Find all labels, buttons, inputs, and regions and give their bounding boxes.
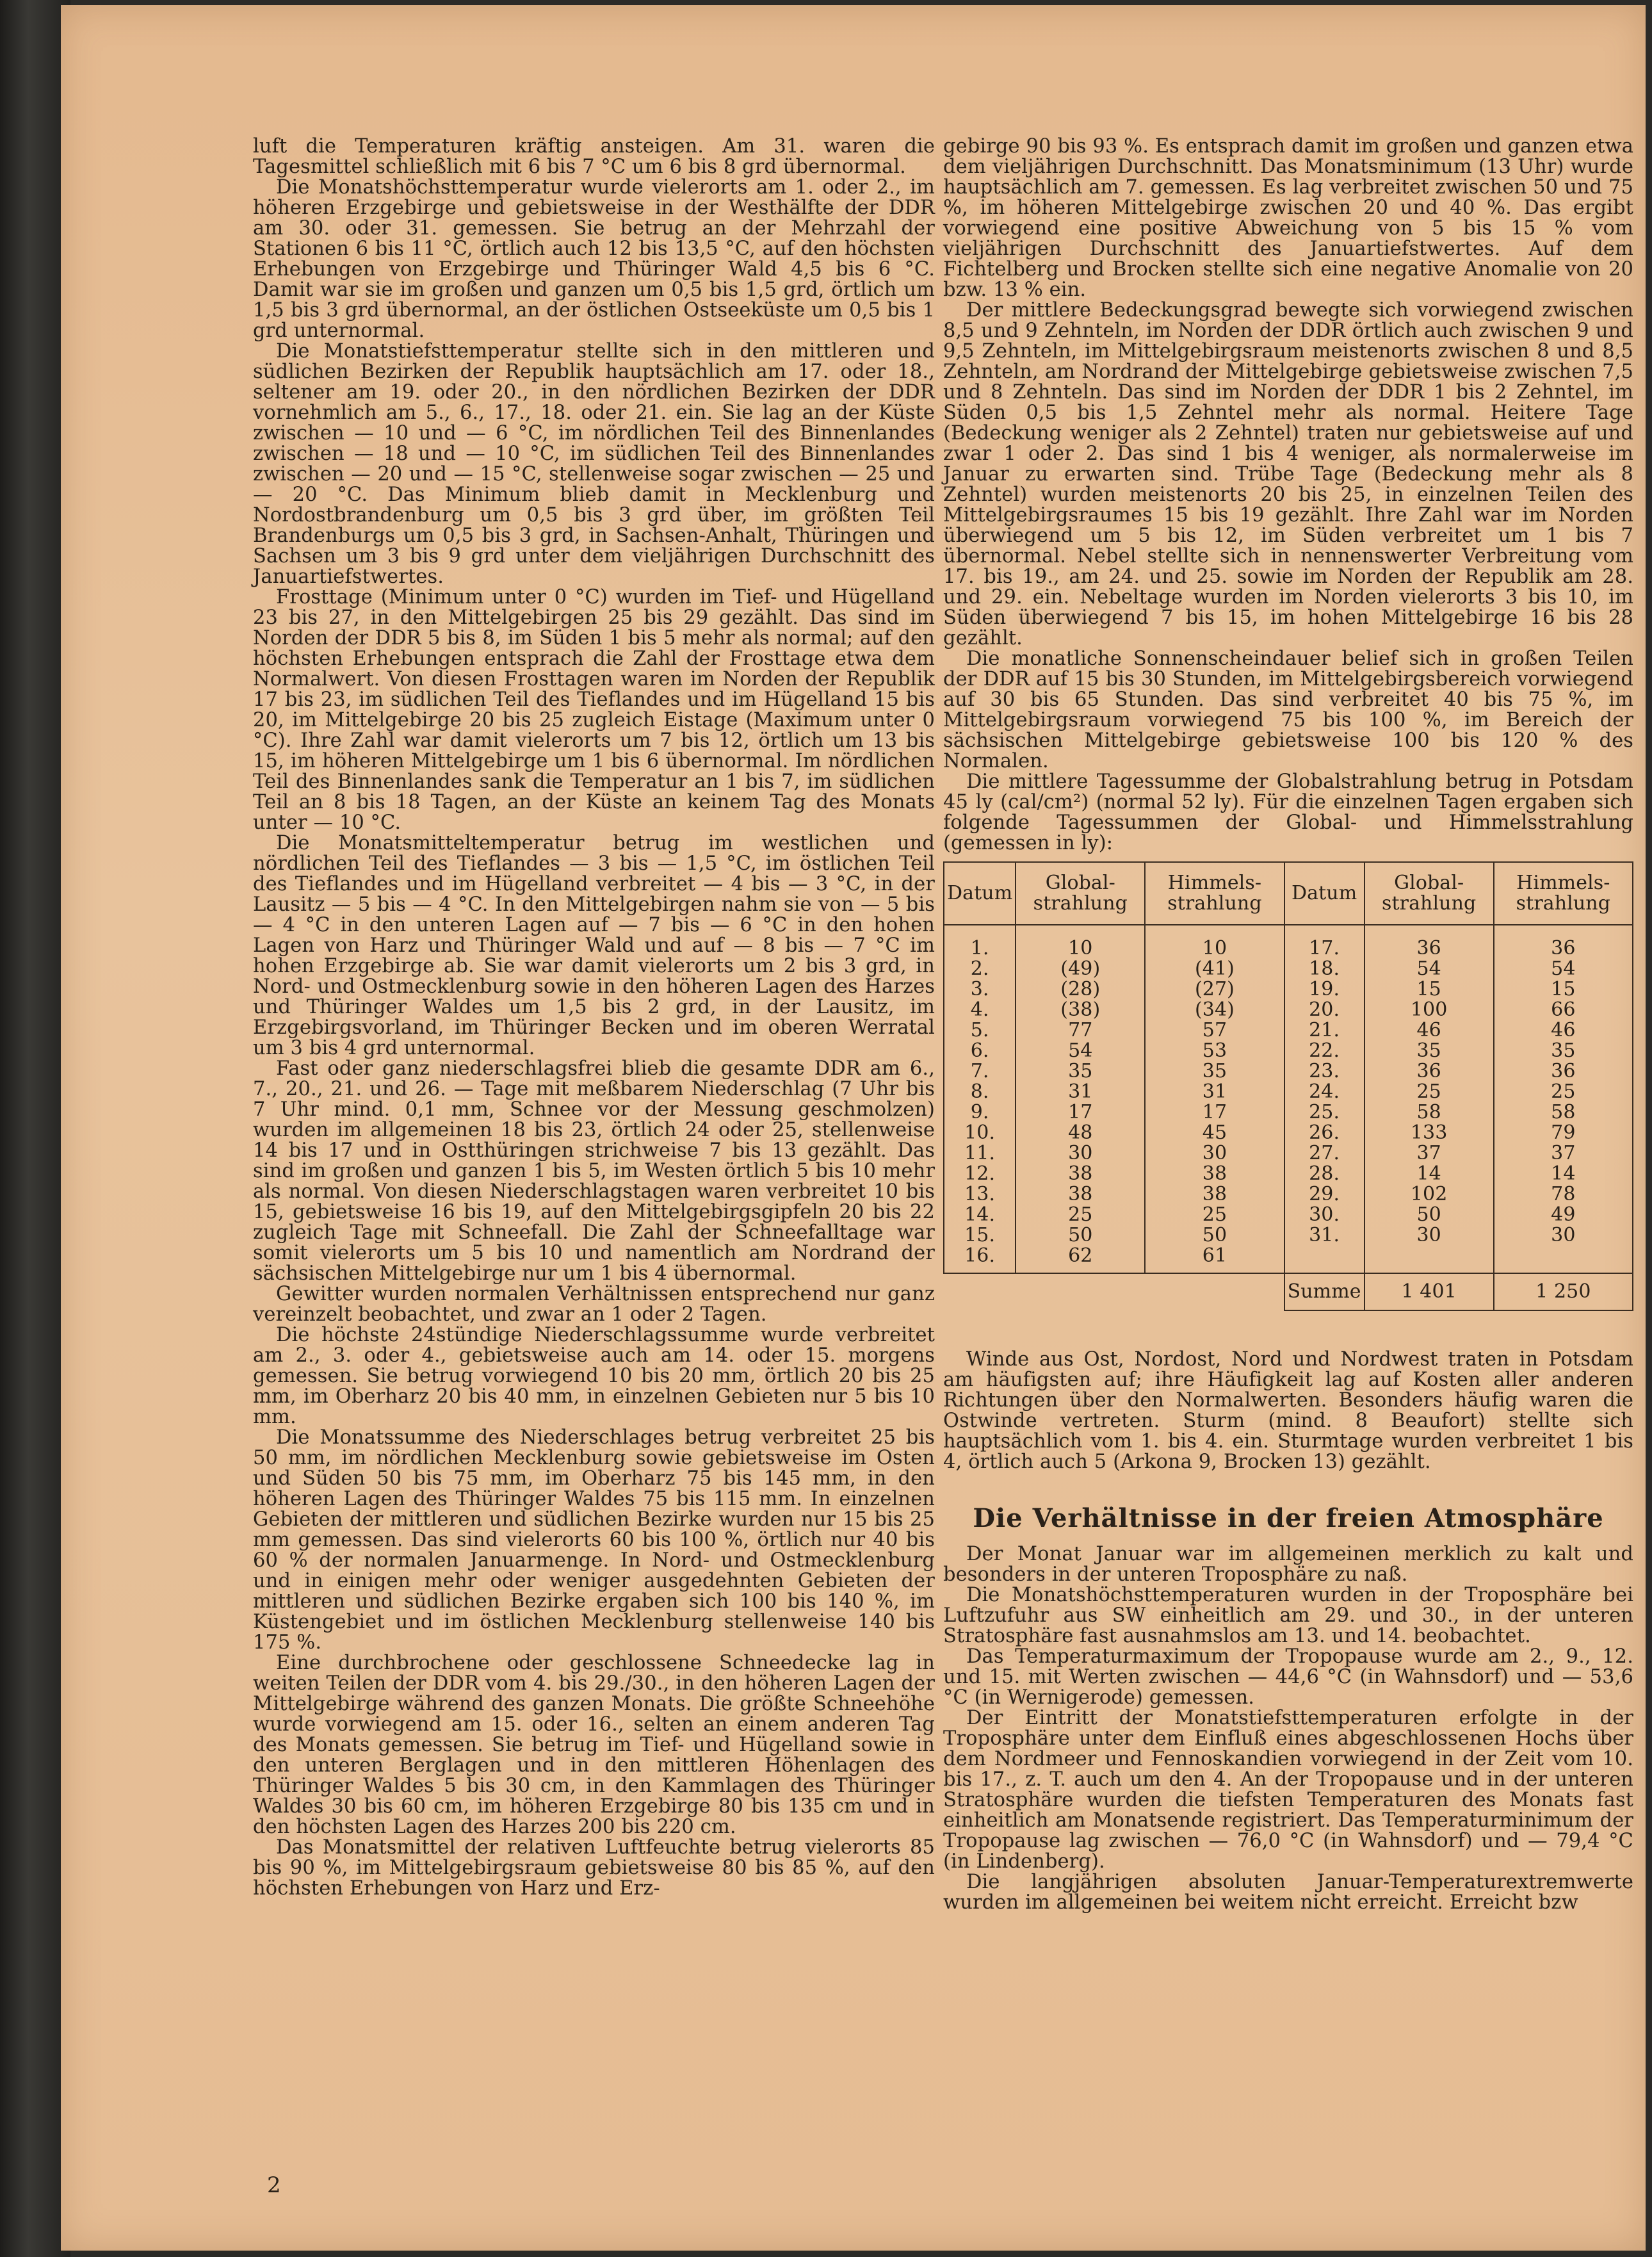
radiation-table <box>943 861 1633 1311</box>
table-cell: (38) <box>1016 1000 1145 1020</box>
table-cell: 31 <box>1016 1082 1145 1102</box>
table-row <box>944 1020 1633 1041</box>
table-cell: 35 <box>1365 1041 1494 1061</box>
table-row <box>944 1041 1633 1061</box>
table-row <box>944 1205 1633 1225</box>
book-binding <box>0 0 70 2257</box>
page-number: 2 <box>267 2172 281 2198</box>
table-cell: 50 <box>1145 1225 1284 1246</box>
paragraph: Die Monatstiefsttemperatur stellte sich in den mittleren und südlichen Bezirken der Republik hauptsächlich am 17. oder 18., seltener am 19. oder 20., in den nördlichen Bezirken der DDR vornehmlich am 5., 6., 17., 18. oder 21. ein. Sie lag an der Küste zwischen — 10 und — 6 °C, im nördlichen Teil des Binnenlandes zwischen — 18 und — 10 °C, im südlichen Teil des Binnenlandes zwischen — 20 und — 15 °C, stellenweise sogar zwischen — 25 und — 20 °C. Das Minimum blieb damit in Mecklenburg und Nordostbrandenburg um 0,5 bis 3 grd über, im größten Teil Brandenburgs um 0,5 bis 3 grd, in Sachsen-Anhalt, Thüringen und Sachsen um 3 bis 9 grd unter dem vieljährigen Durchschnitt des Januartiefstwertes. <box>253 340 935 588</box>
table-cell: 35 <box>1145 1061 1284 1082</box>
table-cell: 36 <box>1494 925 1633 959</box>
table-cell <box>1494 1246 1633 1273</box>
table-cell: 50 <box>1016 1225 1145 1246</box>
header-sky: Himmels-strahlung <box>1494 862 1633 925</box>
table-cell: 57 <box>1145 1020 1284 1041</box>
header-global: Global-strahlung <box>1365 862 1494 925</box>
table-cell: 15. <box>944 1225 1016 1246</box>
table-cell: 38 <box>1016 1184 1145 1205</box>
left-text-column <box>253 136 935 1899</box>
table-row <box>944 1123 1633 1143</box>
table-row <box>944 1164 1633 1184</box>
sum-spacer <box>944 1273 1284 1310</box>
table-cell: 17 <box>1145 1102 1284 1123</box>
table-cell: 35 <box>1494 1041 1633 1061</box>
table-cell: 49 <box>1494 1205 1633 1225</box>
table-cell: (34) <box>1145 1000 1284 1020</box>
table-cell: 9. <box>944 1102 1016 1123</box>
table-cell: 62 <box>1016 1246 1145 1273</box>
paragraph: Das Temperaturmaximum der Tropopause wurde am 2., 9., 12. und 15. mit Werten zwischen — 44,6 °C (in Wahnsdorf) und — 53,6 °C (in Wernigerode) gemessen. <box>943 1645 1633 1709</box>
table-cell: 48 <box>1016 1123 1145 1143</box>
table-cell: 61 <box>1145 1246 1284 1273</box>
paragraph: Die monatliche Sonnenscheindauer belief sich in großen Teilen der DDR auf 15 bis 30 Stunden, im Mittelgebirgsbereich vorwiegend auf 30 bis 65 Stunden. Das sind verbreitet 40 bis 75 %, im Mittelgebirgsraum vorwiegend 75 bis 100 %, im Bereich der sächsischen Mittelgebirge gebietsweise 100 bis 120 % des Normalen. <box>943 648 1633 772</box>
header-date: Datum <box>944 862 1016 925</box>
table-cell: 2. <box>944 959 1016 979</box>
table-row <box>944 1061 1633 1082</box>
paragraph: Die Monatsmitteltemperatur betrug im westlichen und nördlichen Teil des Tieflandes — 3 bis — 1,5 °C, im östlichen Teil des Tieflandes und im Hügelland verbreitet — 4 bis — 3 °C, in der Lausitz — 5 bis — 4 °C. In den Mittelgebirgen nahm sie von — 5 bis — 4 °C in den unteren Lagen auf — 7 bis — 6 °C in den hohen Lagen von Harz und Thüringer Wald und auf — 8 bis — 7 °C im hohen Erzgebirge ab. Sie war damit vielerorts um 2 bis 3 grd, in Nord- und Ostmecklenburg sowie in den höheren Lagen des Harzes und Thüringer Waldes um 1,5 bis 2 grd, in der Lausitz, im Erzgebirgsvorland, im Thüringer Becken und im oberen Werratal um 3 bis 4 grd unternormal. <box>253 832 935 1059</box>
table-cell: 100 <box>1365 1000 1494 1020</box>
header-sky: Himmels-strahlung <box>1145 862 1284 925</box>
paragraph-wind: Winde aus Ost, Nordost, Nord und Nordwest traten in Potsdam am häufigsten auf; ihre Häufigkeit lag auf Kosten aller anderen Richtungen über den Normalwerten. Besonders häufig waren die Ostwinde vertreten. Sturm (mind. 8 Beaufort) stellte sich hauptsächlich vom 1. bis 4. ein. Sturmtage wurden verbreitet 1 bis 4, örtlich auch 5 (Arkona 9, Brocken 13) gezählt. <box>943 1348 1633 1473</box>
table-cell: 13. <box>944 1184 1016 1205</box>
table-row <box>944 1184 1633 1205</box>
table-cell: 133 <box>1365 1123 1494 1143</box>
sum-sky: 1 250 <box>1494 1273 1633 1310</box>
table-cell: 53 <box>1145 1041 1284 1061</box>
table-cell: (28) <box>1016 979 1145 1000</box>
table-row <box>944 1225 1633 1246</box>
table-cell: 36 <box>1494 1061 1633 1082</box>
table-cell: 77 <box>1016 1020 1145 1041</box>
table-cell: 10. <box>944 1123 1016 1143</box>
table-row <box>944 959 1633 979</box>
table-cell: 19. <box>1284 979 1365 1000</box>
table-row <box>944 1102 1633 1123</box>
table-cell: 45 <box>1145 1123 1284 1143</box>
sum-global: 1 401 <box>1365 1273 1494 1310</box>
table-cell: 38 <box>1145 1184 1284 1205</box>
table-row <box>944 979 1633 1000</box>
table-cell: 36 <box>1365 925 1494 959</box>
table-cell: 17 <box>1016 1102 1145 1123</box>
paragraph: Die langjährigen absoluten Januar-Temperaturextremwerte wurden im allgemeinen bei weitem nicht erreicht. Erreicht bzw <box>943 1871 1633 1914</box>
table-cell: 14 <box>1365 1164 1494 1184</box>
table-cell: 18. <box>1284 959 1365 979</box>
paragraph: Der Monat Januar war im allgemeinen merklich zu kalt und besonders in der unteren Troposphäre zu naß. <box>943 1543 1633 1586</box>
paragraph: Die Monatshöchsttemperaturen wurden in der Troposphäre bei Luftzufuhr aus SW einheitlich am 29. und 30., in der unteren Stratosphäre fast ausnahmslos am 13. und 14. beobachtet. <box>943 1584 1633 1647</box>
paragraph: Frosttage (Minimum unter 0 °C) wurden im Tief- und Hügelland 23 bis 27, in den Mittelgebirgen 25 bis 29 gezählt. Das sind im Norden der DDR 5 bis 8, im Süden 1 bis 5 mehr als normal; auf den höchsten Erhebungen entsprach die Zahl der Frosttage etwa dem Normalwert. Von diesen Frosttagen waren im Norden der Republik 17 bis 23, im südlichen Teil des Tieflandes und im Hügelland 15 bis 20, im Mittelgebirge 20 bis 25 zugleich Eistage (Maximum unter 0 °C). Ihre Zahl war damit vielerorts um 7 bis 12, örtlich um 13 bis 15, im höheren Mittelgebirge um 1 bis 6 übernormal. Im nördlichen Teil des Binnenlandes sank die Temperatur an 1 bis 7, im südlichen Teil an 8 bis 18 Tagen, an der Küste an keinem Tag des Monats unter — 10 °C. <box>253 586 935 834</box>
table-cell: 54 <box>1016 1041 1145 1061</box>
table-cell: (49) <box>1016 959 1145 979</box>
table-cell: 10 <box>1016 925 1145 959</box>
table-cell: 37 <box>1365 1143 1494 1164</box>
paragraph: Die höchste 24stündige Niederschlagssumme wurde verbreitet am 2., 3. oder 4., gebietsweise auch am 14. oder 15. morgens gemessen. Sie betrug vorwiegend 10 bis 20 mm, örtlich 20 bis 25 mm, im Oberharz 20 bis 40 mm, in einzelnen Gebieten nur 5 bis 10 mm. <box>253 1324 935 1428</box>
table-cell: 17. <box>1284 925 1365 959</box>
table-cell: 25 <box>1145 1205 1284 1225</box>
table-cell: 58 <box>1365 1102 1494 1123</box>
table-cell: 38 <box>1145 1164 1284 1184</box>
table-cell: 27. <box>1284 1143 1365 1164</box>
paragraph: Gewitter wurden normalen Verhältnissen entsprechend nur ganz vereinzelt beobachtet, und zwar an 1 oder 2 Tagen. <box>253 1283 935 1326</box>
table-row <box>944 925 1633 959</box>
table-cell: 58 <box>1494 1102 1633 1123</box>
table-cell: 14. <box>944 1205 1016 1225</box>
table-cell: 78 <box>1494 1184 1633 1205</box>
paragraph: gebirge 90 bis 93 %. Es entsprach damit im großen und ganzen etwa dem vieljährigen Durchschnitt. Das Monatsminimum (13 Uhr) wurde hauptsächlich am 7. gemessen. Es lag verbreitet zwischen 50 und 75 %, im höheren Mittelgebirge zwischen 20 und 40 %. Das ergibt vorwiegend eine positive Abweichung von 5 bis 15 % vom vieljährigen Durchschnitt des Januartiefstwertes. Auf dem Fichtelberg und Brocken stellte sich eine negative Anomalie von 20 bzw. 13 % ein. <box>943 135 1633 301</box>
paragraph: Die mittlere Tagessumme der Globalstrahlung betrug in Potsdam 45 ly (cal/cm²) (normal 52 ly). Für die einzelnen Tagen ergaben sich folgende Tagessummen der Global- und Himmelsstrahlung (gemessen in ly): <box>943 770 1633 854</box>
section-heading: Die Verhältnisse in der freien Atmosphäre <box>973 1503 1604 1533</box>
table-cell: 46 <box>1494 1020 1633 1041</box>
table-cell: 29. <box>1284 1184 1365 1205</box>
table-cell: 7. <box>944 1061 1016 1082</box>
table-cell: 46 <box>1365 1020 1494 1041</box>
table-cell: 79 <box>1494 1123 1633 1143</box>
table-cell: 25 <box>1016 1205 1145 1225</box>
table-cell: 22. <box>1284 1041 1365 1061</box>
table-cell: 4. <box>944 1000 1016 1020</box>
table-cell: 15 <box>1494 979 1633 1000</box>
sum-label: Summe <box>1284 1273 1365 1310</box>
table-cell: 14 <box>1494 1164 1633 1184</box>
paragraph: Der mittlere Bedeckungsgrad bewegte sich vorwiegend zwischen 8,5 und 9 Zehnteln, im Norden der DDR örtlich auch zwischen 9 und 9,5 Zehnteln, im Mittelgebirgsraum meistenorts zwischen 8 und 8,5 Zehnteln, am Nordrand der Mittelgebirge gebietsweise zwischen 7,5 und 8 Zehnteln. Das sind im Norden der DDR 1 bis 2 Zehntel, im Süden 0,5 bis 1,5 Zehntel mehr als normal. Heitere Tage (Bedeckung weniger als 2 Zehntel) traten nur gebietsweise auf und zwar 1 oder 2. Das sind 1 bis 4 weniger, als normalerweise im Januar zu erwarten sind. Trübe Tage (Bedeckung mehr als 8 Zehntel) wurden meistenorts 20 bis 25, in einzelnen Teilen des Mittelgebirgsraumes 15 bis 19 gezählt. Ihre Zahl war im Norden überwiegend um 5 bis 12, im Süden verbreitet um 1 bis 7 übernormal. Nebel stellte sich in nennenswerter Verbreitung vom 17. bis 19., am 24. und 25. sowie im Norden der Republik am 28. und 29. ein. Nebeltage wurden im Norden vielerorts 3 bis 10, im Süden überwiegend 7 bis 15, im hohen Mittelgebirge 16 bis 28 gezählt. <box>943 299 1633 649</box>
table-cell: 66 <box>1494 1000 1633 1020</box>
table-cell: 36 <box>1365 1061 1494 1082</box>
table-cell: 30 <box>1016 1143 1145 1164</box>
table-cell: 8. <box>944 1082 1016 1102</box>
table-cell: 30 <box>1365 1225 1494 1246</box>
table-sum-row <box>944 1273 1633 1310</box>
paragraph: Die Monatssumme des Niederschlages betrug verbreitet 25 bis 50 mm, im nördlichen Mecklenburg sowie gebietsweise im Osten und Süden 50 bis 75 mm, im Oberharz 75 bis 145 mm, in den höheren Lagen des Thüringer Waldes 75 bis 115 mm. In einzelnen Gebieten der mittleren und südlichen Bezirke wurden nur 15 bis 25 mm gemessen. Das sind vielerorts 60 bis 100 %, örtlich nur 40 bis 60 % der normalen Januarmenge. In Nord- und Ostmecklenburg und in einigen mehr oder weniger ausgedehnten Gebieten der mittleren und südlichen Bezirke ergaben sich 100 bis 140 %, im Küstengebiet und im östlichen Mecklenburg stellenweise 140 bis 175 %. <box>253 1426 935 1654</box>
table-row <box>944 1082 1633 1102</box>
table-cell: 25. <box>1284 1102 1365 1123</box>
table-header-row <box>944 862 1633 925</box>
paragraph: luft die Temperaturen kräftig ansteigen. Am 31. waren die Tagesmittel schließlich mit 6 bis 7 °C um 6 bis 8 grd übernormal. <box>253 135 935 178</box>
right-text-column <box>943 136 1633 1913</box>
table-cell: 31. <box>1284 1225 1365 1246</box>
table-cell: 6. <box>944 1041 1016 1061</box>
table-cell: 38 <box>1016 1164 1145 1184</box>
table-cell: 1. <box>944 925 1016 959</box>
table-cell: 20. <box>1284 1000 1365 1020</box>
document-page <box>61 5 1646 2251</box>
table-cell: 54 <box>1494 959 1633 979</box>
table-cell: 21. <box>1284 1020 1365 1041</box>
radiation-table-body <box>944 925 1633 1273</box>
table-cell: 50 <box>1365 1205 1494 1225</box>
paragraph: Fast oder ganz niederschlagsfrei blieb die gesamte DDR am 6., 7., 20., 21. und 26. — Tage mit meßbarem Niederschlag (7 Uhr bis 7 Uhr mind. 0,1 mm, Schnee vor der Messung geschmolzen) wurden im allgemeinen 18 bis 23, örtlich 24 oder 25, stellenweise 14 bis 17 und in Ostthüringen strichweise 7 bis 13 gezählt. Das sind im großen und ganzen 1 bis 5, im Westen örtlich 5 bis 10 mehr als normal. Von diesen Niederschlagstagen waren verbreitet 10 bis 15, gebietsweise 16 bis 19, auf den Mittelgebirgsgipfeln 20 bis 22 zugleich Tage mit Schneefall. Die Zahl der Schneefalltage war somit vielerorts um 5 bis 10 und namentlich am Nordrand der sächsischen Mittelgebirge nur um 1 bis 4 übernormal. <box>253 1057 935 1285</box>
table-row <box>944 1143 1633 1164</box>
header-global: Global-strahlung <box>1016 862 1145 925</box>
table-cell: 3. <box>944 979 1016 1000</box>
table-cell: 5. <box>944 1020 1016 1041</box>
paragraph: Der Eintritt der Monatstiefsttemperaturen erfolgte in der Troposphäre unter dem Einfluß eines abgeschlossenen Hochs über dem Nordmeer und Fennoskandien vorwiegend in der Zeit vom 10. bis 17., z. T. auch um den 4. An der Tropopause und in der unteren Stratosphäre wurden die tiefsten Temperaturen des Monats fast einheitlich am Monatsende registriert. Das Temperaturminimum der Tropopause lag zwischen — 76,0 °C (in Wahnsdorf) und — 79,4 °C (in Lindenberg). <box>943 1707 1633 1873</box>
table-cell <box>1365 1246 1494 1273</box>
table-cell: 31 <box>1145 1082 1284 1102</box>
table-cell: 54 <box>1365 959 1494 979</box>
table-cell: 24. <box>1284 1082 1365 1102</box>
header-date: Datum <box>1284 862 1365 925</box>
table-cell: 15 <box>1365 979 1494 1000</box>
table-cell: 35 <box>1016 1061 1145 1082</box>
table-cell: 28. <box>1284 1164 1365 1184</box>
table-cell: 102 <box>1365 1184 1494 1205</box>
table-cell: 37 <box>1494 1143 1633 1164</box>
table-cell: 26. <box>1284 1123 1365 1143</box>
paragraph: Das Monatsmittel der relativen Luftfeuchte betrug vielerorts 85 bis 90 %, im Mittelgebirgsraum gebietsweise 80 bis 85 %, auf den höchsten Erhebungen von Harz und Erz- <box>253 1836 935 1900</box>
table-cell: 30 <box>1145 1143 1284 1164</box>
paragraph: Eine durchbrochene oder geschlossene Schneedecke lag in weiten Teilen der DDR vom 4. bis 29./30., in den höheren Lagen der Mittelgebirge während des ganzen Monats. Die größte Schneehöhe wurde vorwiegend am 15. oder 16., selten an einem anderen Tag des Monats gemessen. Sie betrug im Tief- und Hügelland sowie in den unteren Berglagen und in den mittleren Höhenlagen des Thüringer Waldes 5 bis 30 cm, in den Kammlagen des Thüringer Waldes 30 bis 60 cm, im höheren Erzgebirge 80 bis 135 cm und in den höchsten Lagen des Harzes 200 bis 220 cm. <box>253 1652 935 1838</box>
table-cell: 23. <box>1284 1061 1365 1082</box>
table-cell: 25 <box>1494 1082 1633 1102</box>
table-cell: 30. <box>1284 1205 1365 1225</box>
paragraph: Die Monatshöchsttemperatur wurde vielerorts am 1. oder 2., im höheren Erzgebirge und gebietsweise in der Westhälfte der DDR am 30. oder 31. gemessen. Sie betrug an der Mehrzahl der Stationen 6 bis 11 °C, örtlich auch 12 bis 13,5 °C, auf den höchsten Erhebungen von Erzgebirge und Thüringer Wald 4,5 bis 6 °C. Damit war sie im großen und ganzen um 0,5 bis 1,5 grd, örtlich um 1,5 bis 3 grd übernormal, an der östlichen Ostseeküste um 0,5 bis 1 grd unternormal. <box>253 176 935 342</box>
table-row <box>944 1000 1633 1020</box>
table-cell: 10 <box>1145 925 1284 959</box>
table-row <box>944 1246 1633 1273</box>
table-cell: 16. <box>944 1246 1016 1273</box>
table-cell <box>1284 1246 1365 1273</box>
table-cell: 12. <box>944 1164 1016 1184</box>
table-cell: 25 <box>1365 1082 1494 1102</box>
table-cell: (27) <box>1145 979 1284 1000</box>
table-cell: 30 <box>1494 1225 1633 1246</box>
table-cell: 11. <box>944 1143 1016 1164</box>
table-cell: (41) <box>1145 959 1284 979</box>
